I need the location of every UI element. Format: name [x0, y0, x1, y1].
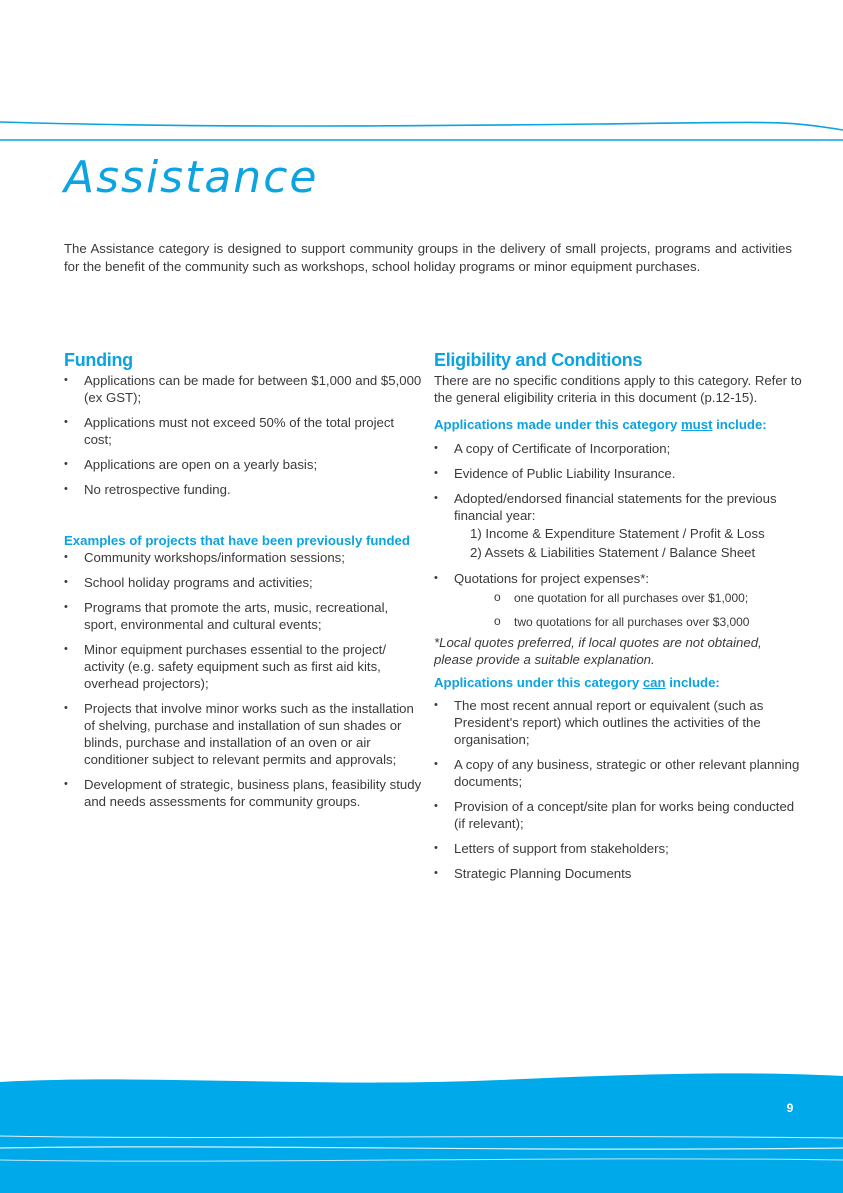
- list-item: • Provision of a concept/site plan for works being conducted (if relevant);: [434, 798, 802, 832]
- must-heading-suffix: include:: [712, 417, 767, 432]
- list-item: • Minor equipment purchases essential to the project/ activity (e.g. safety equipment such as first aid kits, overhead projectors);: [64, 641, 424, 692]
- list-item: • Applications must not exceed 50% of the total project cost;: [64, 414, 424, 448]
- list-item: • Community workshops/information sessions;: [64, 549, 424, 566]
- can-include-list: [434, 697, 802, 882]
- list-item: • A copy of any business, strategic or other relevant planning documents;: [434, 756, 802, 790]
- must-emphasis: must: [680, 417, 713, 432]
- footer-wave-band: [0, 1068, 843, 1193]
- can-include-heading: [434, 674, 802, 691]
- must-heading-text: Applications made under this category: [434, 417, 681, 432]
- quotations-list: [454, 590, 802, 630]
- list-item: • No retrospective funding.: [64, 481, 424, 498]
- sub-item: 2) Assets & Liabilities Statement / Balance Sheet: [470, 545, 756, 560]
- list-item: • Evidence of Public Liability Insurance.: [434, 465, 802, 482]
- right-column: [434, 350, 802, 890]
- examples-list: [64, 549, 424, 810]
- list-item: [434, 490, 802, 562]
- intro-paragraph: The Assistance category is designed to support community groups in the delivery of small projects, programs and activities for the benefit of the community such as workshops, school holiday programs or minor equipment purchases.: [64, 241, 792, 274]
- list-item: • A copy of Certificate of Incorporation;: [434, 440, 802, 457]
- list-item: • School holiday programs and activities;: [64, 574, 424, 591]
- list-item: • Projects that involve minor works such as the installation of shelving, purchase and installation of sun shades or blinds, purchase and installation of an oven or air conditioner subject to relevant permits and approvals;: [64, 700, 424, 768]
- header-wave-lines: [0, 110, 843, 150]
- funding-heading: Funding: [64, 350, 133, 370]
- list-item-text: Quotations for project expenses*:: [454, 571, 649, 586]
- must-include-heading: [434, 416, 802, 433]
- quotes-note: *Local quotes preferred, if local quotes are not obtained, please provide a suitable explanation.: [434, 635, 762, 667]
- sub-item: o one quotation for all purchases over $1,000;: [454, 590, 802, 606]
- examples-heading: Examples of projects that have been previously funded: [64, 533, 410, 548]
- page-title: Assistance: [64, 152, 319, 203]
- list-item: • Strategic Planning Documents: [434, 865, 802, 882]
- eligibility-heading: Eligibility and Conditions: [434, 350, 643, 370]
- eligibility-text: There are no specific conditions apply to this category. Refer to the general eligibility criteria in this document (p.12-15).: [434, 373, 802, 405]
- left-column: [64, 350, 424, 818]
- list-item: • Applications are open on a yearly basis;: [64, 456, 424, 473]
- funding-list: [64, 372, 424, 498]
- list-item: • Letters of support from stakeholders;: [434, 840, 802, 857]
- can-emphasis: can: [642, 675, 666, 690]
- must-include-list: [434, 440, 802, 630]
- sub-item: 1) Income & Expenditure Statement / Profit & Loss: [470, 526, 765, 541]
- can-heading-suffix: include:: [665, 675, 720, 690]
- list-item: • Applications can be made for between $1,000 and $5,000 (ex GST);: [64, 372, 424, 406]
- can-heading-text: Applications under this category: [434, 675, 643, 690]
- page-number: 9: [786, 1101, 794, 1115]
- list-item: • Programs that promote the arts, music, recreational, sport, environmental and cultural events;: [64, 599, 424, 633]
- sub-item: o two quotations for all purchases over $3,000: [454, 614, 802, 630]
- list-item-text: Adopted/endorsed financial statements for the previous financial year:: [454, 491, 777, 523]
- list-item: [434, 570, 802, 630]
- list-item: • The most recent annual report or equivalent (such as President's report) which outlines the activities of the organisation;: [434, 697, 802, 748]
- list-item: • Development of strategic, business plans, feasibility study and needs assessments for community groups.: [64, 776, 424, 810]
